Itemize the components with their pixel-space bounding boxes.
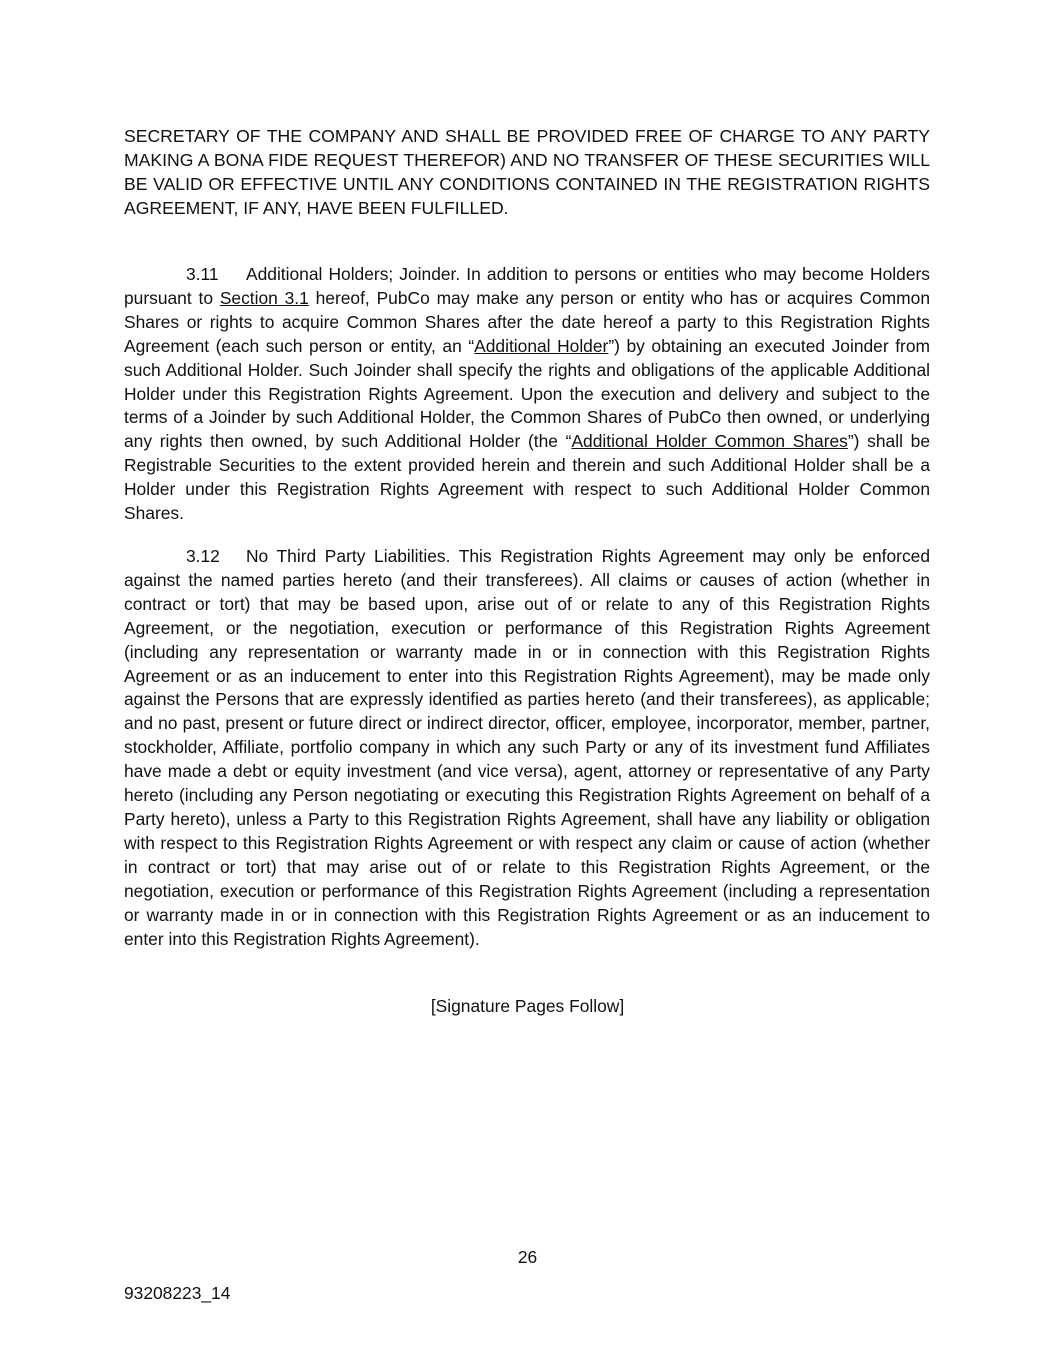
section-text: ”) shall be Registrable Securities to the extent provided herein and therein and such Additional Holder shall be a Holder under this Registration Rights Agreement with respect to such Additional Holder Common Shares. bbox=[124, 431, 930, 524]
section-heading: No Third Party Liabilities bbox=[246, 546, 446, 566]
defined-term: Additional Holder Common Shares bbox=[571, 431, 848, 452]
section-text: In addition to persons or entities who may become Holders pursuant to bbox=[124, 264, 930, 308]
section-reference: Section 3.1 bbox=[219, 287, 309, 308]
section-number: 3.12 bbox=[186, 546, 220, 566]
legend-paragraph: SECRETARY OF THE COMPANY AND SHALL BE PROVIDED FREE OF CHARGE TO ANY PARTY MAKING A BONA FIDE REQUEST THEREFOR) AND NO TRANSFER OF THESE SECURITIES WILL BE VALID OR EFFECTIVE UNTIL ANY CONDITIONS CONTAINED IN THE REGISTRATION RIGHTS AGREEMENT, IF ANY, HAVE BEEN FULFILLED. bbox=[124, 126, 930, 218]
document-id: 93208223_14 bbox=[124, 1283, 231, 1303]
section-text: ”) by obtaining an executed Joinder from such Additional Holder. Such Joinder shall specify the rights and obligations of the applicable Additional Holder under this Registration Rights Agreement. Upon the execution and delivery and subject to the terms of a Joinder by such Additional Holder, the Common Shares of PubCo then owned, or underlying any rights then owned, by such Additional Holder (the “ bbox=[124, 335, 930, 452]
section-text: . This Registration Rights Agreement may only be enforced against the named parties hereto (and their transferees). All claims or causes of action (whether in contract or tort) that may be based upon, arise out of or relate to any of this Registration Rights Agreement, or the negotiation, execution or performance of this Registration Rights Agreement (including any representation or warranty made in or in connection with this Registration Rights Agreement or as an inducement to enter into this Registration Rights Agreement), may be made only against the Persons that are expressly identified as parties hereto (and their transferees), as applicable; and no past, present or future direct or indirect director, officer, employee, incorporator, member, partner, stockholder, Affiliate, portfolio company in which any such Party or any of its investment fund Affiliates have made a debt or equity investment (and vice versa), agent, attorney or representative of any Party hereto (including any Person negotiating or executing this Registration Rights Agreement on behalf of a Party hereto), unless a Party to this Registration Rights Agreement, shall have any liability or obligation with respect to this Registration Rights Agreement or with respect any claim or cause of action (whether in contract or tort) that may arise out of or relate to this Registration Rights Agreement, or the negotiation, execution or performance of this Registration Rights Agreement (including a representation or warranty made in or in connection with this Registration Rights Agreement or as an inducement to enter into this Registration Rights Agreement). bbox=[124, 546, 931, 949]
signature-pages-note: [Signature Pages Follow] bbox=[430, 996, 625, 1016]
section-text: hereof, PubCo may make any person or entity who has or acquires Common Shares or rights to acquire Common Shares after the date hereof a party to this Registration Rights Agreement (each such person or entity, an “ bbox=[124, 287, 930, 356]
page-number: 26 bbox=[517, 1247, 538, 1267]
section-3-11 bbox=[124, 263, 930, 526]
section-heading: Additional Holders; Joinder. bbox=[246, 264, 461, 284]
defined-term: Additional Holder bbox=[474, 335, 609, 356]
section-number: 3.11 bbox=[186, 264, 219, 284]
section-3-12 bbox=[124, 545, 930, 951]
